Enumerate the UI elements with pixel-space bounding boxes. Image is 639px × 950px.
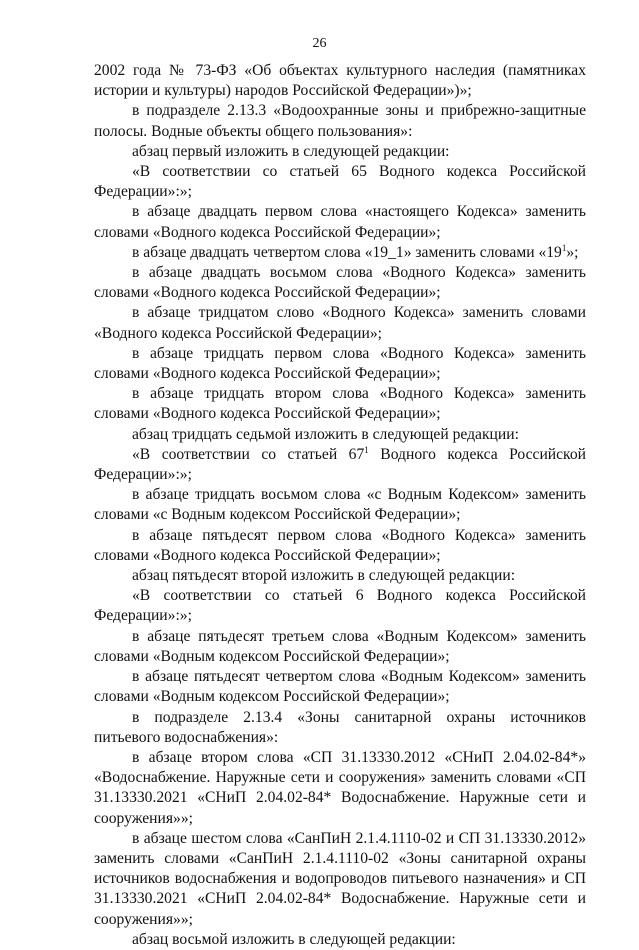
paragraph-text: »; bbox=[566, 243, 579, 261]
paragraph-text: «В соответствии со статьей 67 bbox=[132, 445, 365, 463]
paragraph: абзац пятьдесят второй изложить в следующей редакции: bbox=[132, 567, 516, 585]
paragraph: абзац восьмой изложить в следующей редакции: bbox=[132, 930, 456, 948]
paragraph: в абзаце тридцать первом слова «Водного Кодекса» заменить словами «Водного кодекса Российской Федерации»; bbox=[94, 344, 586, 383]
paragraph: в абзаце пятьдесят первом слова «Водного Кодекса» заменить словами «Водного кодекса Российской Федерации»; bbox=[94, 526, 586, 564]
document-body bbox=[94, 61, 586, 950]
paragraph: в подразделе 2.13.3 «Водоохранные зоны и прибрежно-защитные полосы. Водные объекты общего пользования»: bbox=[94, 102, 586, 140]
paragraph: в абзаце пятьдесят третьем слова «Водным Кодексом» заменить словами «Водным кодексом Российской Федерации»; bbox=[94, 627, 586, 665]
paragraph bbox=[94, 243, 586, 263]
superscript: 1 bbox=[364, 444, 369, 455]
paragraph: абзац первый изложить в следующей редакции: bbox=[132, 142, 450, 160]
paragraph bbox=[94, 445, 586, 485]
page-number: 26 bbox=[312, 36, 327, 51]
paragraph: в абзаце двадцать восьмом слова «Водного Кодекса» заменить словами «Водного кодекса Российской Федерации»; bbox=[94, 264, 586, 302]
paragraph: абзац тридцать седьмой изложить в следующей редакции: bbox=[132, 425, 519, 443]
paragraph: в абзаце двадцать первом слова «настоящего Кодекса» заменить словами «Водного кодекса Российской Федерации»; bbox=[94, 203, 586, 241]
paragraph: в абзаце тридцатом слово «Водного Кодекса» заменить словами «Водного кодекса Российской Федерации»; bbox=[94, 304, 586, 342]
superscript: 1 bbox=[561, 242, 567, 253]
paragraph: в абзаце втором слова «СП 31.13330.2012 «СНиП 2.04.02-84*» «Водоснабжение. Наружные сети и сооружения» заменить словами «СП 31.13330.2021 «СНиП 2.04.02-84* Водоснабжение. Наружные сети и сооружения»»; bbox=[94, 748, 586, 827]
paragraph-text: Водного кодекса Российской Федерации»:»; bbox=[94, 445, 586, 484]
paragraph-text: в абзаце двадцать четвертом слова «19_1» заменить словами «19 bbox=[132, 243, 562, 261]
paragraph: в абзаце тридцать втором слова «Водного Кодекса» заменить словами «Водного кодекса Российской Федерации»; bbox=[94, 385, 586, 423]
paragraph: в абзаце тридцать восьмом слова «с Водным Кодексом» заменить словами «с Водным кодексом Российской Федерации»; bbox=[94, 486, 586, 524]
paragraph: в абзаце шестом слова «СанПиН 2.1.4.1110-02 и СП 31.13330.2012» заменить словами «СанПиН 2.1.4.1110-02 «Зоны санитарной охраны источников водоснабжения и водопроводов питьевого назначения» и СП 31.13330.2021 «СНиП 2.04.02-84* Водоснабжение. Наружные сети и сооружения»»; bbox=[94, 829, 586, 928]
paragraph: «В соответствии со статьей 65 Водного кодекса Российской Федерации»:»; bbox=[94, 163, 586, 201]
paragraph: в абзаце пятьдесят четвертом слова «Водным Кодексом» заменить словами «Водным кодексом Российской Федерации»; bbox=[94, 668, 586, 706]
paragraph: 2002 года № 73-ФЗ «Об объектах культурного наследия (памятниках истории и культуры) народов Российской Федерации»)»; bbox=[94, 62, 586, 100]
paragraph: «В соответствии со статьей 6 Водного кодекса Российской Федерации»:»; bbox=[94, 587, 586, 625]
paragraph: в подразделе 2.13.4 «Зоны санитарной охраны источников питьевого водоснабжения»: bbox=[94, 708, 586, 746]
